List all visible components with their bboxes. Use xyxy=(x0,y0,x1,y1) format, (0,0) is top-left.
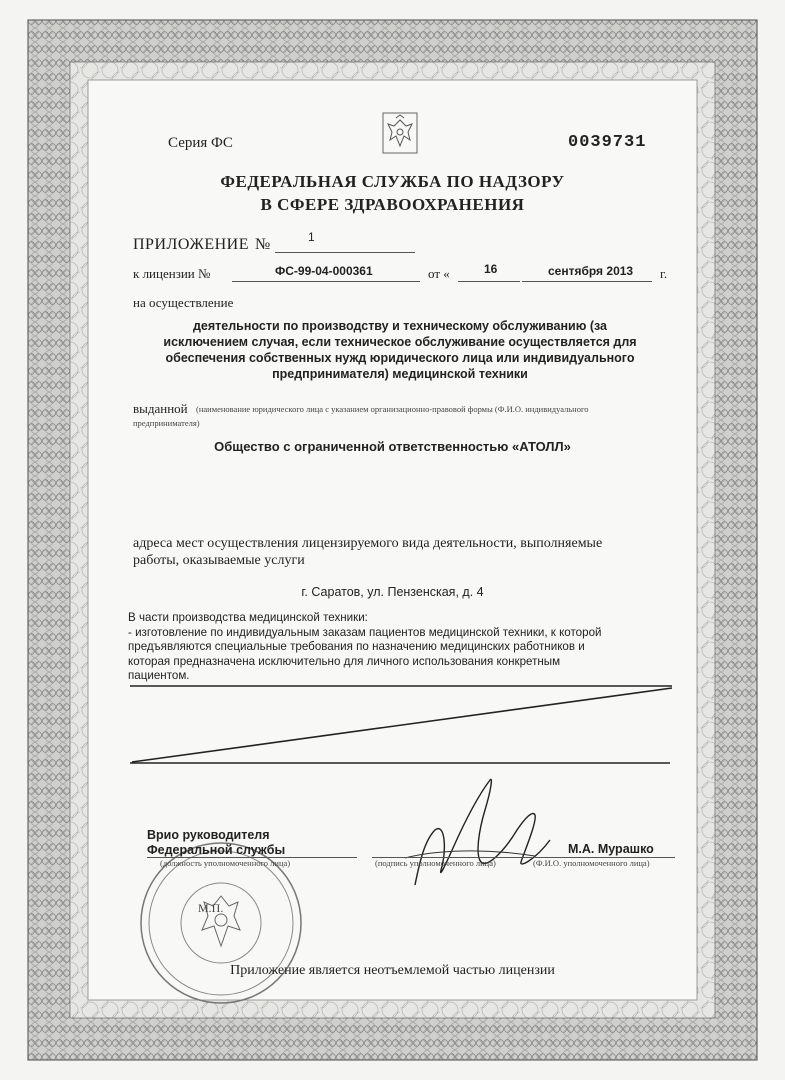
works-line: которая предназначена исключительно для личного использования конкретным xyxy=(128,654,561,668)
series-label: Серия ФС xyxy=(168,135,233,151)
issued-note-cont: предпринимателя) xyxy=(133,418,200,428)
activity-line: исключением случая, если техническое обслуживание осуществляется для xyxy=(163,335,637,349)
agency-title-line1: ФЕДЕРАЛЬНАЯ СЛУЖБА ПО НАДЗОРУ xyxy=(220,172,565,191)
appendix-number: 1 xyxy=(308,230,315,244)
works-line: В части производства медицинской техники: xyxy=(128,611,368,624)
address-label-line1: адреса мест осуществления лицензируемого вида деятельности, выполняемые xyxy=(133,536,603,551)
works-line: пациентом. xyxy=(128,669,190,682)
activity-line: деятельности по производству и техническому обслуживанию (за xyxy=(192,319,608,333)
activity-line: предпринимателя) медицинской техники xyxy=(272,367,528,381)
name-note: (Ф.И.О. уполномоченного лица) xyxy=(533,858,650,868)
handwritten-signature xyxy=(395,770,565,900)
signatory-position xyxy=(147,828,285,858)
appendix-no-sign: № xyxy=(255,236,271,253)
appendix-label: ПРИЛОЖЕНИЕ xyxy=(133,236,250,253)
signature-note: (подпись уполномоченного лица) xyxy=(375,858,496,868)
issued-label: выданной xyxy=(133,401,188,416)
address-label-line2: работы, оказываемые услуги xyxy=(133,553,305,568)
signatory-name: М.А. Мурашко xyxy=(568,842,654,856)
license-date-from: от « xyxy=(428,266,450,281)
license-day: 16 xyxy=(484,262,498,276)
license-year-suffix: г. xyxy=(660,266,668,281)
signatory-position-line: Врио руководителя xyxy=(147,828,270,842)
stamp-mark: М.П. xyxy=(198,901,224,915)
form-number: 0039731 xyxy=(568,133,647,152)
activity-line: обеспечения собственных нужд юридического лица или индивидуального xyxy=(165,351,635,365)
license-number: ФС-99-04-000361 xyxy=(275,264,373,278)
works-line: - изготовление по индивидуальным заказам пациентов медицинской техники, к которой xyxy=(128,625,602,639)
works-line: предъявляются специальные требования по назначению медицинских работников и xyxy=(128,640,585,653)
signatory-position-line: Федеральной службы xyxy=(147,843,286,857)
activity-label: на осуществление xyxy=(133,295,234,310)
position-note: (должность уполномоченного лица) xyxy=(160,858,291,868)
company-name: Общество с ограниченной ответственностью «АТОЛЛ» xyxy=(214,439,571,454)
agency-title-line2: В СФЕРЕ ЗДРАВООХРАНЕНИЯ xyxy=(260,195,525,214)
license-month-year: сентября 2013 xyxy=(548,264,634,278)
address-value: г. Саратов, ул. Пензенская, д. 4 xyxy=(301,585,484,599)
license-prefix: к лицензии № xyxy=(133,266,211,281)
footer-note: Приложение является неотъемлемой частью лицензии xyxy=(230,963,555,978)
issued-note: (наименование юридического лица с указанием организационно-правовой формы (Ф.И.О. индивидуального xyxy=(196,404,589,414)
